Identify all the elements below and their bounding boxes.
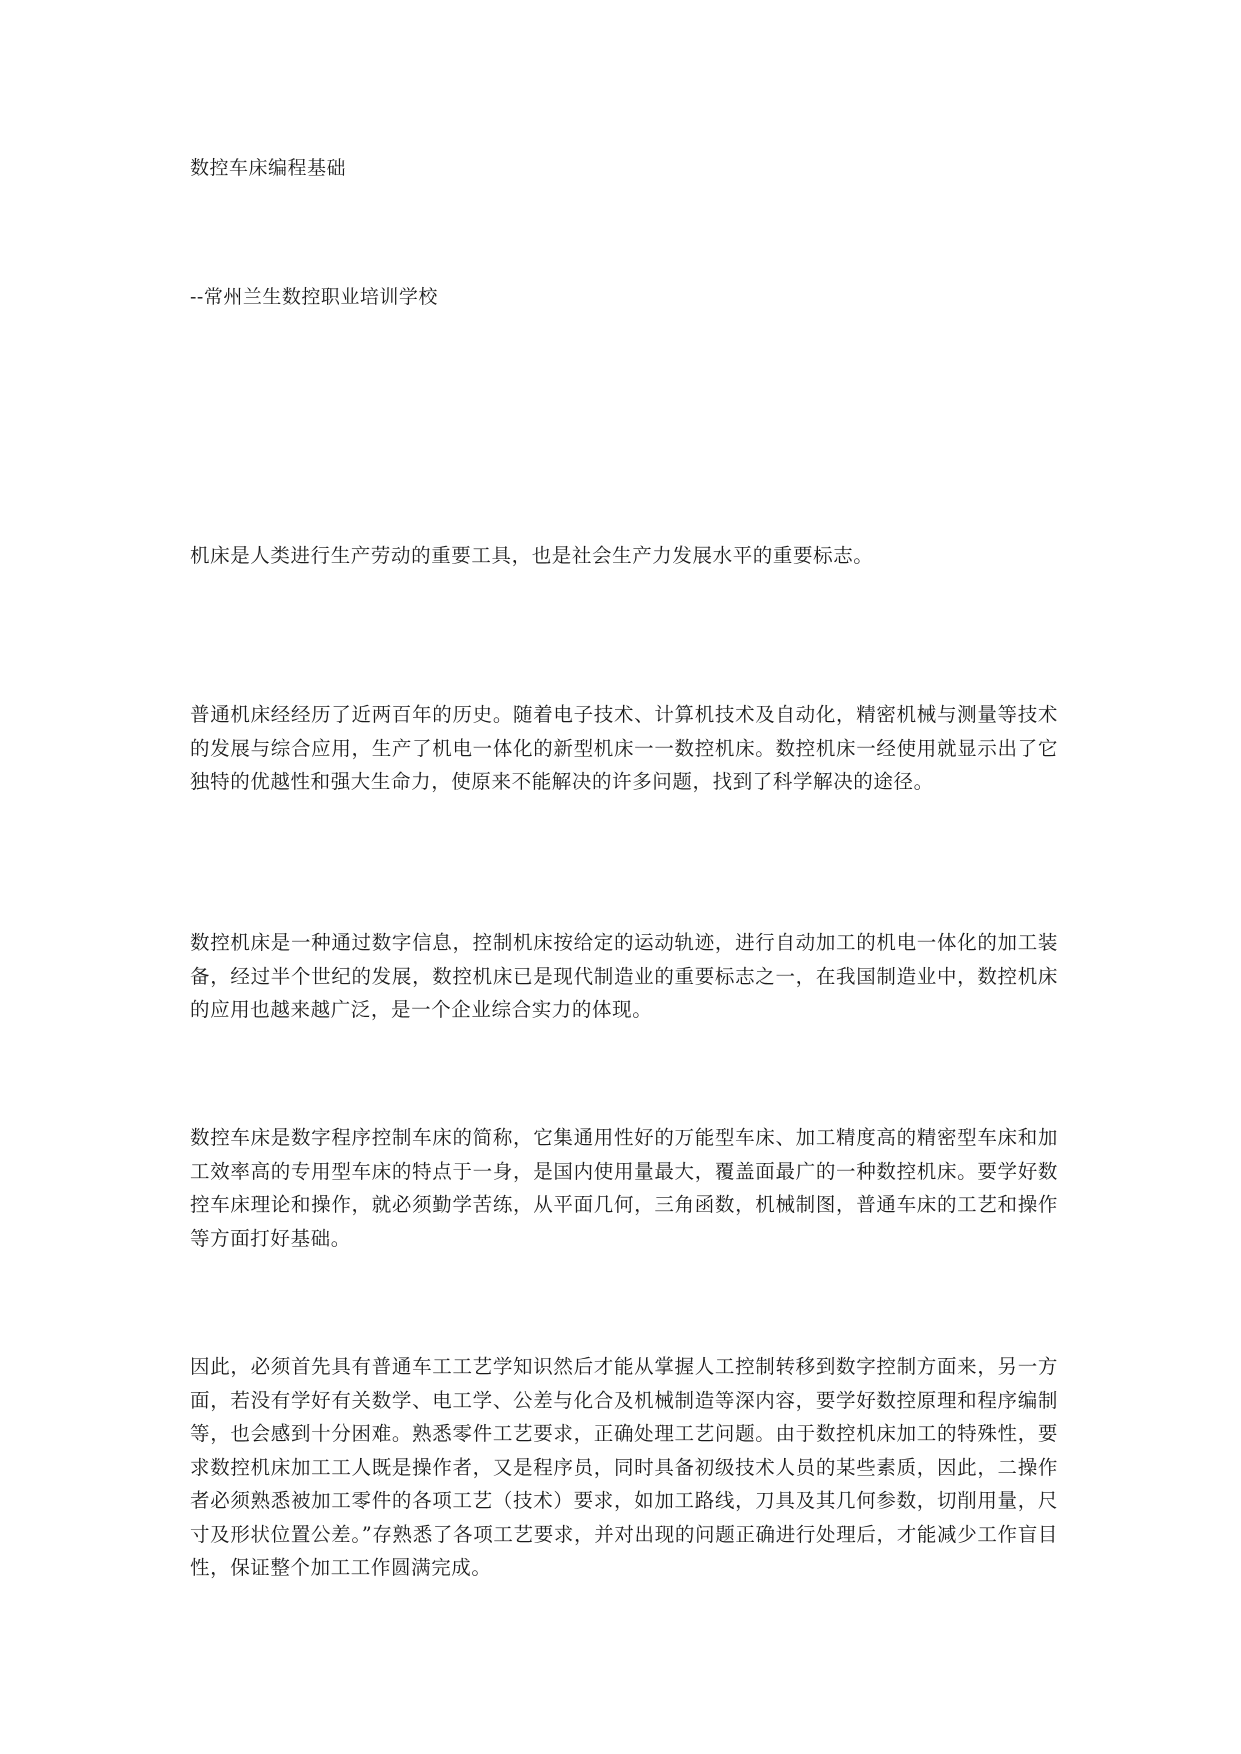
paragraph-intro: 机床是人类进行生产劳动的重要工具，也是社会生产力发展水平的重要标志。 [190,544,874,567]
paragraph-requirements: 因此，必须首先具有普通车工工艺学知识然后才能从掌握人工控制转移到数字控制方面来，另一方面，若没有学好有关数学、电工学、公差与化合及机械制造等深内容，要学好数控原理和程序编制等，也会感到十分困难。熟悉零件工艺要求，正确处理工艺问题。由于数控机床加工的特殊性，要求数控机床加工工人既是操作者，又是程序员，同时具备初级技术人员的某些素质，因此，二操作者必须熟悉被加工零件的各项工艺（技术）要求，如加工路线，刀具及其几何参数，切削用量，尺寸及形状位置公差。”存熟悉了各项工艺要求，并对出现的问题正确进行处理后，才能减少工作盲目性，保证整个加工工作圆满完成。 [190,1355,1058,1579]
paragraph-history: 普通机床经经历了近两百年的历史。随着电子技术、计算机技术及自动化，精密机械与测量等技术的发展与综合应用，生产了机电一体化的新型机床一一数控机床。数控机床一经使用就显示出了它独特的优越性和强大生命力，使原来不能解决的许多问题，找到了科学解决的途径。 [190,703,1058,793]
document-title: 数控车床编程基础 [190,157,347,179]
paragraph-cnc-lathe: 数控车床是数字程序控制车床的简称，它集通用性好的万能型车床、加工精度高的精密型车床和加工效率高的专用型车床的特点于一身，是国内使用量最大，覆盖面最广的一种数控机床。要学好数控车床理论和操作，就必须勤学苦练，从平面几何，三角函数，机械制图，普通车床的工艺和操作等方面打好基础。 [190,1126,1058,1250]
paragraph-definition: 数控机床是一种通过数字信息，控制机床按给定的运动轨迹，进行自动加工的机电一体化的加工装备，经过半个世纪的发展，数控机床已是现代制造业的重要标志之一，在我国制造业中，数控机床的应用也越来越广泛，是一个企业综合实力的体现。 [190,931,1058,1021]
document-subtitle: --常州兰生数控职业培训学校 [190,286,438,308]
